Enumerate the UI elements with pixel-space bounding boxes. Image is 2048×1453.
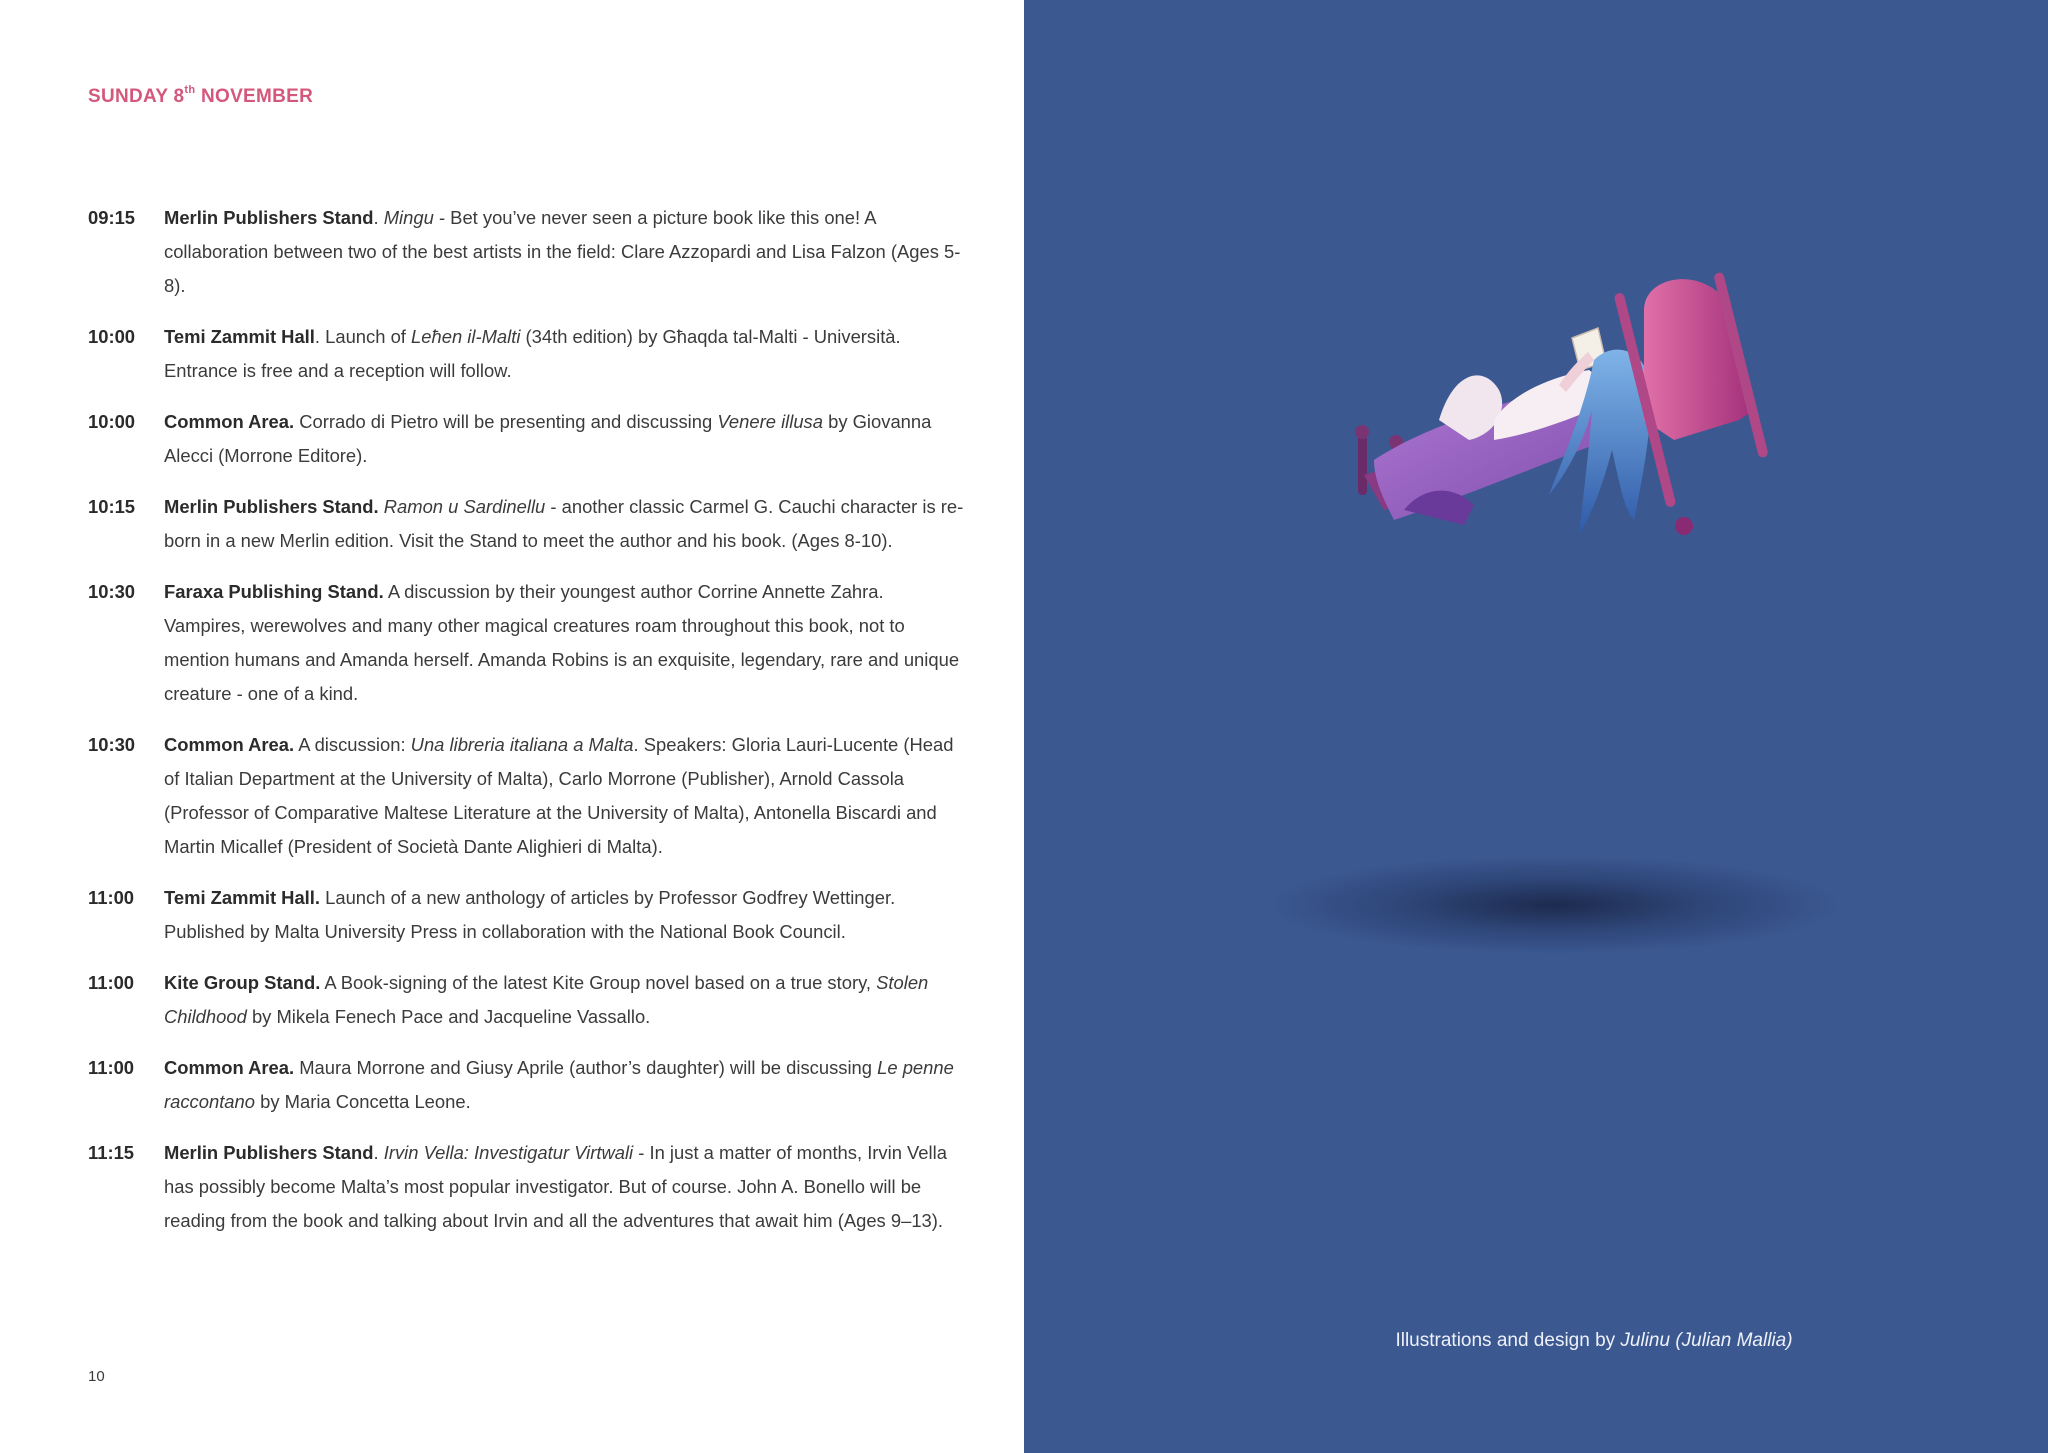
event-text: by Mikela Fenech Pace and Jacqueline Vassallo. [246, 1006, 651, 1027]
event-description [164, 1136, 964, 1238]
event-venue: Temi Zammit Hall. [164, 887, 321, 908]
event-schedule [88, 201, 968, 1255]
event-title: Stolen Childhood [164, 972, 929, 1027]
event-time: 11:00 [88, 972, 135, 993]
event-text: - another classic Carmel G. Cauchi character is re-born in a new Merlin edition. Visit the Stand to meet the author and his book. (Ages 8-10). [164, 496, 964, 551]
event-venue: Common Area. [164, 734, 295, 755]
event-description [164, 881, 964, 949]
credit-prefix: Illustrations and design by [1395, 1330, 1621, 1351]
event-venue: Kite Group Stand. [164, 972, 321, 993]
event-text: - In just a matter of months, Irvin Vella has possibly become Malta’s most popular investigator. But of course. John A. Bonello will be reading from the book and talking about Irvin and all the adventures that await him (Ages 9–13). [164, 1142, 947, 1231]
heading-ordinal: th [184, 83, 196, 96]
event-time: 11:00 [88, 887, 135, 908]
schedule-entry [88, 728, 968, 864]
event-text: . Launch of [314, 326, 412, 347]
schedule-entry [88, 490, 968, 558]
event-text: Maura Morrone and Giusy Aprile (author’s daughter) will be discussing [294, 1057, 878, 1078]
schedule-entry [88, 320, 968, 388]
event-venue: Merlin Publishers Stand [164, 1142, 374, 1163]
event-description [164, 405, 964, 473]
event-time: 11:00 [88, 1057, 135, 1078]
event-time: 10:30 [88, 734, 136, 755]
page-number: 10 [88, 1368, 105, 1385]
event-text: A discussion: [294, 734, 411, 755]
event-venue: Common Area. [164, 1057, 295, 1078]
event-title: Ramon u Sardinellu [383, 496, 546, 517]
event-time: 09:15 [88, 207, 136, 228]
event-title: Venere illusa [717, 411, 823, 432]
event-text: (34th edition) by Għaqda tal-Malti - Università. Entrance is free and a reception will follow. [164, 326, 901, 381]
event-text: A Book-signing of the latest Kite Group novel based on a true story, [320, 972, 877, 993]
event-description [164, 1051, 964, 1119]
event-venue: Temi Zammit Hall [164, 326, 315, 347]
event-text: . Speakers: Gloria Lauri-Lucente (Head of Italian Department at the University of Malta), Carlo Morrone (Publisher), Arnold Cassola (Professor of Comparative Maltese Literature at the University of Malta), Antonella Biscardi and Martin Micallef (President of Società Dante Alighieri di Malta). [164, 734, 954, 857]
event-title: Le penne raccontano [164, 1057, 954, 1112]
event-venue: Faraxa Publishing Stand. [164, 581, 384, 602]
illustration-credit [1344, 1330, 1844, 1352]
event-description [164, 728, 964, 864]
girl-reading-on-floating-bed-icon [1344, 270, 1804, 590]
schedule-entry [88, 1136, 968, 1238]
schedule-entry [88, 1051, 968, 1119]
event-description [164, 320, 964, 388]
page-heading [88, 83, 314, 108]
event-time: 10:00 [88, 411, 136, 432]
event-description [164, 575, 964, 711]
event-text: Corrado di Pietro will be presenting and discussing [294, 411, 718, 432]
schedule-entry [88, 966, 968, 1034]
event-text: by Maria Concetta Leone. [255, 1091, 471, 1112]
event-text: by Giovanna Alecci (Morrone Editore). [164, 411, 932, 466]
heading-day: SUNDAY 8 [88, 86, 185, 107]
event-title: Leħen il-Malti [411, 326, 521, 347]
event-title: Mingu [383, 207, 434, 228]
event-venue: Merlin Publishers Stand [164, 207, 374, 228]
bed-foot-post-icon [1358, 435, 1367, 495]
bed-shadow [1264, 855, 1844, 955]
schedule-entry [88, 881, 968, 949]
heading-month: NOVEMBER [200, 86, 314, 107]
event-time: 10:30 [88, 581, 136, 602]
event-venue: Merlin Publishers Stand. [164, 496, 379, 517]
event-time: 11:15 [88, 1142, 135, 1163]
schedule-entry [88, 405, 968, 473]
event-text: . [373, 207, 384, 228]
event-description [164, 966, 964, 1034]
event-title: Una libreria italiana a Malta [410, 734, 634, 755]
event-title: Irvin Vella: Investigatur Virtwali [383, 1142, 634, 1163]
event-time: 10:00 [88, 326, 136, 347]
schedule-entry [88, 201, 968, 303]
event-text: . [373, 1142, 384, 1163]
event-text: - Bet you’ve never seen a picture book like this one! A collaboration between two of the best artists in the field: Clare Azzopardi and Lisa Falzon (Ages 5-8). [164, 207, 961, 296]
illustration-page [1024, 0, 2048, 1453]
schedule-entry [88, 575, 968, 711]
event-text: A discussion by their youngest author Corrine Annette Zahra. Vampires, werewolves and many other magical creatures roam throughout this book, not to mention humans and Amanda herself. Amanda Robins is an exquisite, legendary, rare and unique creature - one of a kind. [164, 581, 960, 704]
event-description [164, 201, 964, 303]
event-venue: Common Area. [164, 411, 295, 432]
event-time: 10:15 [88, 496, 136, 517]
event-description [164, 490, 964, 558]
event-text: Launch of a new anthology of articles by Professor Godfrey Wettinger. Published by Malta University Press in collaboration with the National Book Council. [164, 887, 896, 942]
credit-name: Julinu (Julian Mallia) [1620, 1330, 1793, 1351]
